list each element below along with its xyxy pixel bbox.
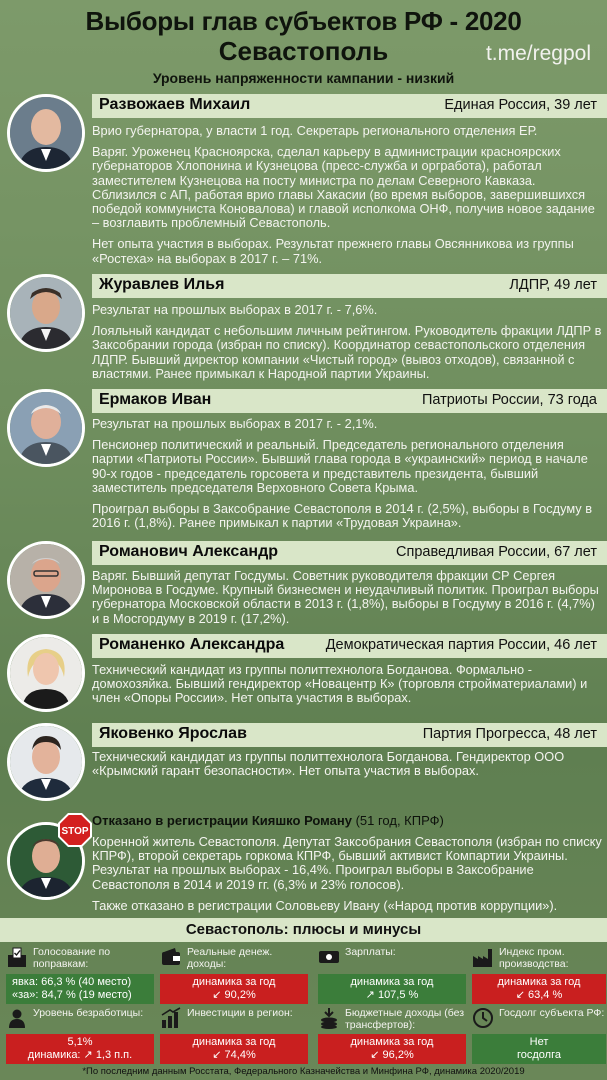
stat-line2: ↙ 90,2% [212,989,256,1001]
candidate-header [92,541,607,565]
candidate-photo [7,541,85,619]
candidate-bio [92,750,603,785]
unemployment-icon [6,1007,28,1029]
stop-sign-text: STOP [61,826,89,837]
candidate-bio [92,569,603,633]
candidate-bio [92,303,603,388]
stop-sign-icon [57,812,93,848]
stat-value-box [6,974,154,1004]
stat-line1: динамика за год [192,1036,276,1048]
stat-label: Зарплаты: [345,946,396,958]
candidate-header [92,634,607,658]
stat-line2: динамика: ↗ 1,3 п.п. [27,1049,133,1061]
stat-value-box [160,1034,308,1064]
pros-cons-title: Севастополь: плюсы и минусы [0,918,607,942]
bio-paragraph: Варяг. Уроженец Красноярска, сделал карьеру в администрации красноярских губернаторов Хлопонина и Кузнецова (пресс-служба и оргработа), работал заместителем Кузнецова на посту министра по делам Северного Кавказа. Сблизился с АП, работая врио главы Хакасии (во время выборов, завершившихся победой коммуниста Коновалова) и главой исполкома ОНФ, получив новое задание – возглавить проблемный Севастополь. [92,144,595,231]
stat-line2: госдолга [517,1049,561,1061]
stat-label: Реальные денеж. доходы: [187,946,273,970]
stat-value-box [472,1034,606,1064]
candidate-bio [92,417,603,537]
stat-line2: ↙ 74,4% [212,1049,256,1061]
bio-paragraph: Проиграл выборы в Заксобрание Севастополя в 2014 г. (2,5%), выборы в Госдуму в 2016 г. (1,8%). Ранее примыкал к партии «Трудовая Украина». [92,501,593,531]
rejected-title-bold: Отказано в регистрации Кияшко Роману [92,813,352,828]
candidate-photo [7,274,85,352]
page-subtitle: Севастополь [218,36,389,66]
stat-label: Госдолг субъекта РФ: [499,1007,605,1019]
bio-paragraph: Варяг. Бывший депутат Госдумы. Советник руководителя фракции СР Сергея Миронова в Госдуме. Крупный бизнесмен и неудачливый политик. Проиграл выборы губернатора Московской области в 2013 г. (1,8%), выборы в Госдуму в 2016 г. (4,7%) и в Мосгордуму в 2019 г. (17,2%). [92,568,599,626]
candidate-header [92,723,607,747]
stat-value-box [6,1034,154,1064]
stat-label: Бюджетные доходы (без трансфертов): [345,1007,465,1031]
stat-label: Голосование по поправкам: [33,946,111,970]
bio-paragraph: Результат на прошлых выборах в 2017 г. - 7,6%. [92,302,378,317]
candidate-name: Ермаков Иван [99,391,212,408]
factory-icon [472,946,494,968]
candidate-photo [7,723,85,801]
candidate-party: Патриоты России, 73 года [421,392,597,408]
investment-icon [160,1007,182,1029]
candidate-name: Журавлев Илья [99,276,225,293]
stat-label: Индекс пром. производства: [499,946,569,970]
header [0,0,607,92]
bio-paragraph: Коренной житель Севастополя. Депутат Заксобрания Севастополя (избран по списку КПРФ), второй секретарь горкома КПРФ, бывший активист Компартии Украины. Результат на прошлых выборах - 16,4%. Проиграл выборы в Заксобрание Севастополя в 2014 и 2019 гг. (6,3% и 23% голосов). [92,834,602,892]
candidate-header [92,389,607,413]
stat-line1: динамика за год [350,976,434,988]
candidate-header [92,274,607,298]
candidate-header [92,94,607,118]
candidate-name: Романенко Александра [99,636,285,653]
candidate-party: Справедливая России, 67 лет [396,544,597,560]
rejected-bio [92,835,603,920]
debt-icon [472,1007,494,1029]
ballot-icon [6,946,28,968]
candidate-party: ЛДПР, 49 лет [509,277,597,293]
stat-line1: Нет [529,1036,549,1048]
stat-line1: динамика за год [350,1036,434,1048]
candidate-photo [7,634,85,712]
candidate-name: Развожаев Михаил [99,96,251,113]
stat-line2: ↗ 107,5 % [365,989,419,1001]
stat-value-box [472,974,606,1004]
page-title: Выборы глав субъектов РФ - 2020 [85,6,522,36]
bio-paragraph: Технический кандидат из группы политтехнолога Богданова. Формально - домохозяйка. Бывший гендиректор «Новацентр К» (торговля стройматериалами) и член «Опоры России». Нет опыта участия в выборах. [92,662,588,706]
bio-paragraph: Результат на прошлых выборах в 2017 г. - 2,1%. [92,416,378,431]
budget-icon [318,1007,340,1029]
footer-note: *По последним данным Росстата, Федерального Казначейства и Минфина РФ, динамика 2020/2019 [82,1066,525,1077]
stat-value-box [318,1034,466,1064]
candidate-name: Яковенко Ярослав [99,725,247,742]
bio-paragraph: Технический кандидат из группы политтехнолога Богданова. Гендиректор ООО «Крымский гарант безопасности». Нет опыта участия в выборах. [92,749,565,779]
stat-line1: динамика за год [192,976,276,988]
candidate-photo [7,94,85,172]
candidate-bio [92,124,603,273]
wallet-icon [160,946,182,968]
stat-line1: 5,1% [67,1036,93,1048]
bio-paragraph: Врио губернатора, у власти 1 год. Секретарь регионального отделения ЕР. [92,123,538,138]
candidate-party: Единая Россия, 39 лет [444,97,597,113]
candidate-name: Романович Александр [99,543,278,560]
candidate-party: Партия Прогресса, 48 лет [422,726,597,742]
stat-line1: динамика за год [497,976,581,988]
rejected-title [92,814,603,828]
candidate-bio [92,663,603,713]
stat-line1: явка: 66,3 % (40 место) [12,976,132,988]
tension-level: Уровень напряженности кампании - низкий [152,70,455,86]
candidate-party: Демократическая партия России, 46 лет [325,637,597,653]
candidate-photo [7,389,85,467]
stat-label: Уровень безработицы: [33,1007,144,1019]
stat-line2: «за»: 84,7 % (19 место) [12,989,132,1001]
stat-value-box [160,974,308,1004]
stat-value-box [318,974,466,1004]
rejected-title-rest: (51 год, КПРФ) [351,813,444,828]
stat-line2: ↙ 63,4 % [515,989,563,1001]
bio-paragraph: Нет опыта участия в выборах. Результат прежнего главы Овсянникова из группы «Ростеха» на выборах в 2017 г. – 71%. [92,236,574,266]
stat-label: Инвестиции в регион: [187,1007,293,1019]
bio-paragraph: Также отказано в регистрации Соловьеву Ивану («Народ против коррупции»). [92,897,558,913]
salary-icon [318,946,340,968]
bio-paragraph: Пенсионер политический и реальный. Председатель регионального отделения партии «Патриоты России». Бывший глава города в «украинский» период в начале 90-х годов - председатель горсовета и представитель президента, бывший заместитель председателя Верховного Совета Крыма. [92,437,588,495]
bio-paragraph: Лояльный кандидат с небольшим личным рейтингом. Руководитель фракции ЛДПР в Заксобрании города (избран по списку). Координатор севастопольского отделения ЛДПР. Бывший директор компании «Чистый город» (вывоз отходов), связанной с властями. Ранее примыкал к Народной партии Украины. [92,323,602,381]
channel-link[interactable]: t.me/regpol [485,42,591,65]
stat-line2: ↙ 96,2% [370,1049,414,1061]
